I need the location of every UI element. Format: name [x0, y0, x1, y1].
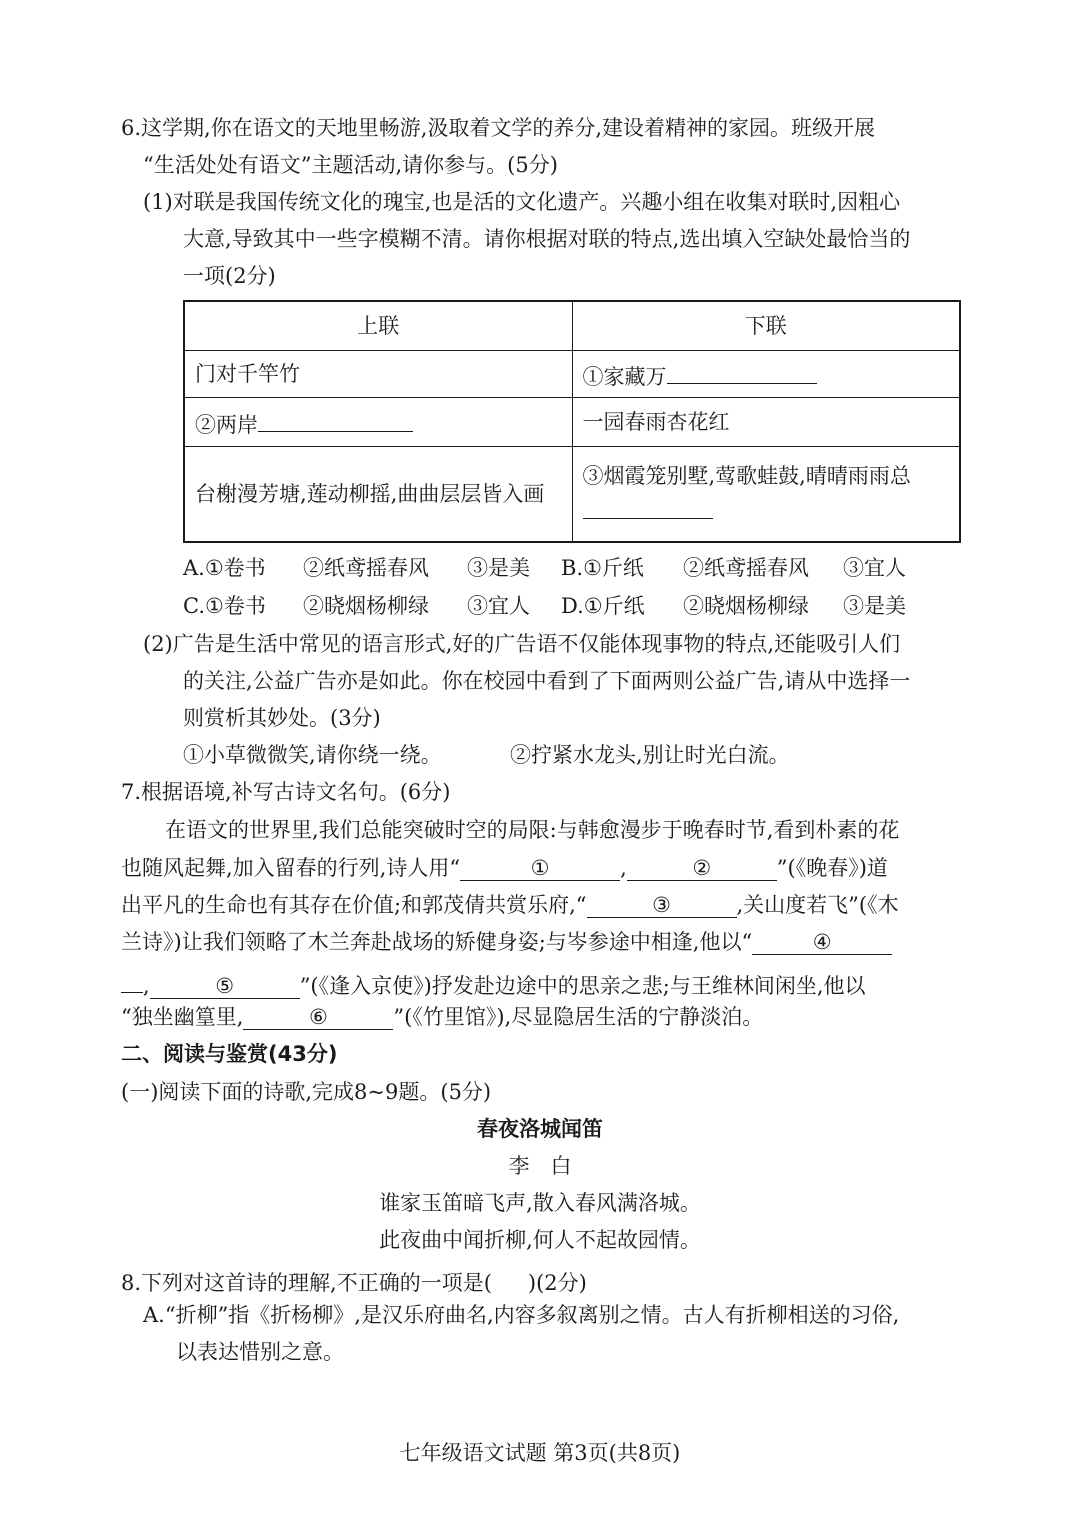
row2-upper: ②两岸 — [184, 398, 572, 447]
header-upper: 上联 — [184, 301, 572, 351]
option-a-label: A.①卷书 — [183, 556, 266, 580]
row1-upper: 门对千竿竹 — [184, 351, 572, 398]
option-c-2: ②晓烟杨柳绿 — [303, 594, 429, 618]
option-c-3: ③宜人 — [467, 594, 530, 618]
ad-2: ②拧紧水龙头,别让时光白流。 — [510, 743, 790, 767]
option-d-2: ②晓烟杨柳绿 — [683, 594, 809, 618]
option-c-label: C.①卷书 — [183, 594, 266, 618]
q8-option-a-line1: A.“折柳”指《折杨柳》,是汉乐府曲名,内容多叙离别之情。古人有折柳相送的习俗, — [143, 1303, 900, 1327]
q6-sub1-line1: (1)对联是我国传统文化的瑰宝,也是活的文化遗产。兴趣小组在收集对联时,因粗心 — [143, 190, 901, 214]
blank-2: ② — [627, 858, 777, 881]
q6-sub1-line3: 一项(2分) — [183, 264, 276, 288]
blank-6: ⑥ — [243, 1007, 393, 1030]
option-d-label: D.①斤纸 — [561, 594, 645, 618]
section-2-title: 二、阅读与鉴赏(43分) — [121, 1042, 338, 1066]
q7-stem: 7.根据语境,补写古诗文名句。(6分) — [121, 780, 451, 804]
option-b-2: ②纸鸢摇春风 — [683, 556, 809, 580]
blank-line — [667, 361, 817, 384]
poem-author: 李 白 — [508, 1154, 572, 1178]
q6-sub2-line3: 则赏析其妙处。(3分) — [183, 706, 381, 730]
q7-line4: 兰诗》)让我们领略了木兰奔赴战场的矫健身姿;与岑参途中相逢,他以“ ④ — [121, 932, 892, 955]
row2-lower: 一园春雨杏花红 — [572, 398, 960, 447]
option-b-3: ③宜人 — [843, 556, 906, 580]
couplet-table — [183, 300, 961, 543]
q7-line2: 也随风起舞,加入留春的行列,诗人用“ ① , ② ”(《晚春》)道 — [121, 856, 888, 880]
page-footer: 七年级语文试题 第3页(共8页) — [399, 1441, 681, 1465]
blank-5: ⑤ — [150, 976, 300, 999]
row1-lower: ①家藏万 — [572, 351, 960, 398]
section-2-part1: (一)阅读下面的诗歌,完成8~9题。(5分) — [121, 1080, 492, 1104]
q7-line1: 在语文的世界里,我们总能突破时空的局限:与韩愈漫步于晚春时节,看到朴素的花 — [165, 818, 900, 842]
poem-title: 春夜洛城闻笛 — [477, 1117, 603, 1141]
option-d-3: ③是美 — [843, 594, 906, 618]
option-b-label: B.①斤纸 — [561, 556, 644, 580]
option-a-2: ②纸鸢摇春风 — [303, 556, 429, 580]
row3-lower: ③烟霞笼别墅,莺歌蛙鼓,晴晴雨雨总 — [572, 447, 960, 543]
blank-4: ④ — [752, 932, 892, 955]
ad-1: ①小草微微笑,请你绕一绕。 — [183, 743, 442, 767]
poem-line-2: 此夜曲中闻折柳,何人不起故园情。 — [379, 1228, 701, 1252]
q8-stem: 8.下列对这首诗的理解,不正确的一项是( )(2分) — [121, 1268, 587, 1294]
blank-line — [583, 496, 713, 519]
option-a-3: ③是美 — [467, 556, 530, 580]
blank-1: ① — [460, 858, 620, 881]
q6-stem-line2: “生活处处有语文”主题活动,请你参与。(5分) — [143, 153, 558, 177]
poem-line-1: 谁家玉笛暗飞声,散入春风满洛城。 — [379, 1191, 701, 1215]
blank-3: ③ — [587, 895, 737, 918]
blank-line — [258, 409, 413, 432]
q8-option-a-line2: 以表达惜别之意。 — [176, 1340, 344, 1364]
q6-sub2-line2: 的关注,公益广告亦是如此。你在校园中看到了下面两则公益广告,请从中选择一 — [183, 669, 911, 693]
q6-sub1-line2: 大意,导致其中一些字模糊不清。请你根据对联的特点,选出填入空缺处最恰当的 — [183, 227, 911, 251]
q7-line3: 出平凡的生命也有其存在价值;和郭茂倩共赏乐府,“ ③ ,关山度若飞”(《木 — [121, 893, 899, 917]
q6-sub2-line1: (2)广告是生活中常见的语言形式,好的广告语不仅能体现事物的特点,还能吸引人们 — [143, 632, 901, 656]
q7-line6: “独坐幽篁里, ⑥ ”(《竹里馆》),尽显隐居生活的宁静淡泊。 — [121, 1005, 764, 1029]
answer-space — [492, 1268, 528, 1290]
header-lower: 下联 — [572, 301, 960, 351]
blank-4-tail — [121, 970, 143, 993]
q6-stem-line1: 6.这学期,你在语文的天地里畅游,汲取着文学的养分,建设着精神的家园。班级开展 — [121, 116, 876, 140]
row3-upper: 台榭漫芳塘,莲动柳摇,曲曲层层皆入画 — [184, 447, 572, 543]
q7-line5: , ⑤ ”(《逢入京使》)抒发赴边途中的思亲之悲;与王维林间闲坐,他以 — [121, 970, 866, 999]
